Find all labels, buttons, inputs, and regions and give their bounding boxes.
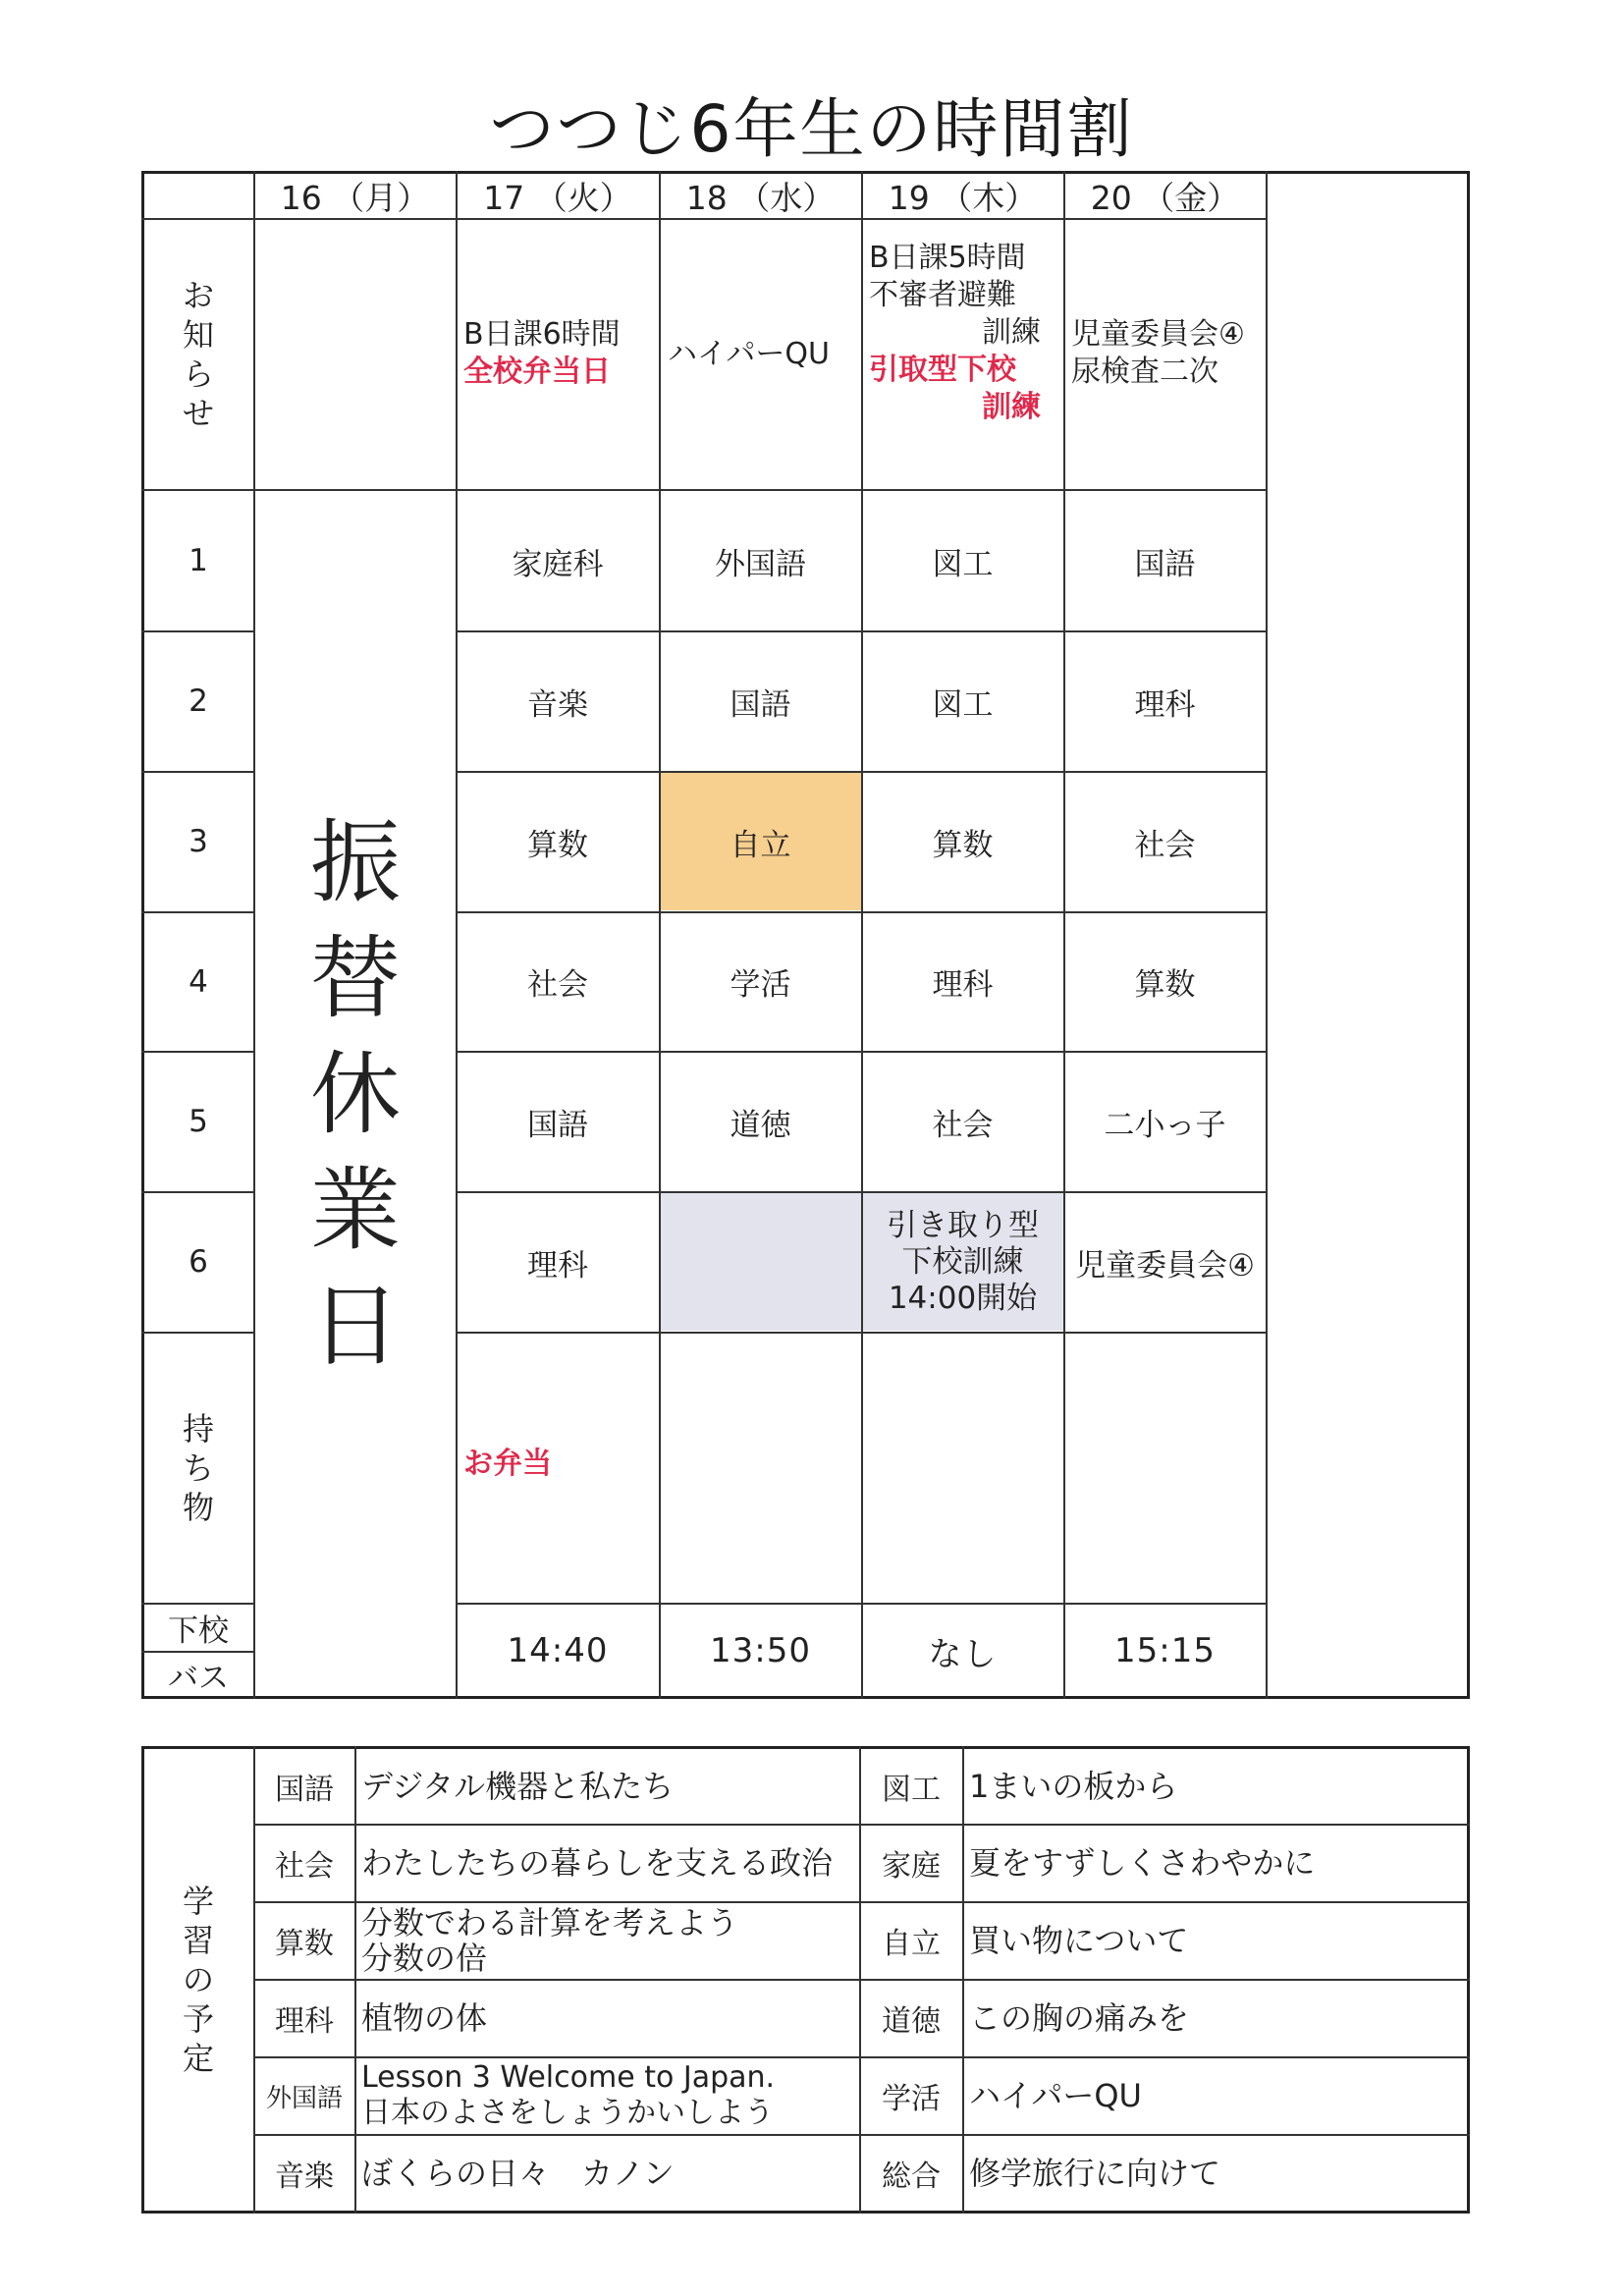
plan-subject-sansu: 算数 (275, 1927, 334, 1961)
wed-p4: 学活 (730, 967, 791, 1003)
dismissal-fri: 15:15 (1114, 1631, 1216, 1670)
fri-p1: 国語 (1134, 546, 1196, 582)
tue-p6: 理科 (527, 1247, 588, 1284)
period-2: 2 (189, 683, 208, 719)
row-label-notice: お 知 ら せ (182, 277, 214, 432)
thu-p4: 理科 (932, 967, 994, 1003)
row-label-dismissal: 下校 (168, 1613, 229, 1649)
highlight-cell-wed-p6 (660, 1192, 861, 1331)
period-1: 1 (189, 543, 208, 578)
plan-topic-ongaku: ぼくらの日々 カノン (361, 2155, 675, 2192)
thu-p3: 算数 (932, 827, 994, 863)
tue-p1: 家庭科 (512, 546, 604, 582)
thu-p5: 社会 (932, 1107, 994, 1143)
dismissal-wed: 13:50 (710, 1631, 811, 1670)
period-5: 5 (189, 1104, 208, 1139)
plan-subject-ongaku: 音楽 (275, 2159, 334, 2194)
plan-subject-shakai: 社会 (275, 1849, 334, 1884)
tue-p4: 社会 (527, 967, 588, 1003)
notice-thu: B日課5時間 不審者避難 訓練 引取型下校 訓練 (869, 241, 1041, 424)
row-label-bus: バス (168, 1660, 229, 1696)
day-header-thu: 19 （木） (888, 178, 1038, 217)
day-header-wed: 18 （水） (685, 178, 836, 217)
plan-subject-dotoku: 道徳 (882, 2004, 941, 2039)
page-title: つつじ6年生の時間割 (489, 91, 1134, 167)
plan-label: 学 習 の 予 定 (182, 1883, 214, 2077)
wed-p3: 自立 (730, 827, 791, 863)
thu-p2: 図工 (932, 686, 994, 723)
period-6: 6 (189, 1244, 208, 1280)
plan-topic-sansu: 分数でわる計算を考えよう 分数の倍 (361, 1904, 739, 1977)
day-header-fri: 20 （金） (1090, 178, 1240, 217)
plan-topic-shakai: わたしたちの暮らしを支える政治 (361, 1844, 834, 1882)
period-3: 3 (189, 824, 208, 859)
wed-p1: 外国語 (715, 546, 806, 582)
notice-fri: 児童委員会④ 尿検査二次 (1071, 317, 1245, 389)
plan-topic-sogo: 修学旅行に向けて (969, 2155, 1221, 2192)
day-header-mon: 16 （月） (280, 178, 430, 217)
belongings-tue: お弁当 (463, 1447, 552, 1481)
period-4: 4 (189, 963, 208, 1000)
tue-p3: 算数 (527, 827, 588, 863)
fri-p2: 理科 (1134, 686, 1196, 723)
tue-p2: 音楽 (527, 686, 588, 723)
day-header-tue: 17 （火） (483, 178, 632, 217)
plan-subject-rika: 理科 (275, 2004, 334, 2039)
plan-topic-gaikokugo: Lesson 3 Welcome to Japan. 日本のよさをしょうかいしよう (361, 2060, 776, 2130)
wed-p5: 道徳 (730, 1107, 791, 1143)
plan-subject-gakkatsu: 学活 (882, 2082, 941, 2116)
row-label-belongings: 持 ち 物 (182, 1409, 214, 1526)
tue-p5: 国語 (527, 1107, 588, 1143)
dismissal-thu: なし (928, 1634, 998, 1674)
notice-tue: B日課6時間 全校弁当日 (463, 317, 621, 389)
plan-subject-katei: 家庭 (882, 1849, 941, 1884)
thu-p1: 図工 (932, 546, 994, 582)
notice-wed: ハイパーQU (668, 337, 830, 371)
thu-p6: 引き取り型 下校訓練 14:00開始 (887, 1207, 1039, 1316)
plan-subject-sogo: 総合 (882, 2159, 941, 2194)
plan-subject-kokugo: 国語 (275, 1772, 334, 1807)
fri-p4: 算数 (1134, 967, 1196, 1003)
plan-topic-katei: 夏をすずしくさわやかに (969, 1844, 1316, 1882)
monday-holiday: 振 替 休 業 日 (309, 810, 401, 1379)
plan-topic-rika: 植物の体 (361, 1999, 488, 2037)
plan-topic-zuko: 1まいの板から (969, 1767, 1178, 1805)
dismissal-tue: 14:40 (507, 1631, 609, 1670)
plan-topic-gakkatsu: ハイパーQU (969, 2077, 1142, 2114)
plan-topic-jiritsu: 買い物について (969, 1922, 1189, 1959)
fri-p6: 児童委員会④ (1075, 1247, 1255, 1284)
fri-p5: 二小っ子 (1104, 1107, 1226, 1143)
plan-subject-zuko: 図工 (882, 1772, 941, 1807)
plan-subject-gaikokugo: 外国語 (265, 2083, 343, 2113)
plan-topic-kokugo: デジタル機器と私たち (361, 1767, 675, 1805)
plan-topic-dotoku: この胸の痛みを (969, 1999, 1190, 2037)
plan-subject-jiritsu: 自立 (882, 1927, 941, 1961)
fri-p3: 社会 (1134, 827, 1196, 863)
wed-p2: 国語 (730, 686, 791, 723)
